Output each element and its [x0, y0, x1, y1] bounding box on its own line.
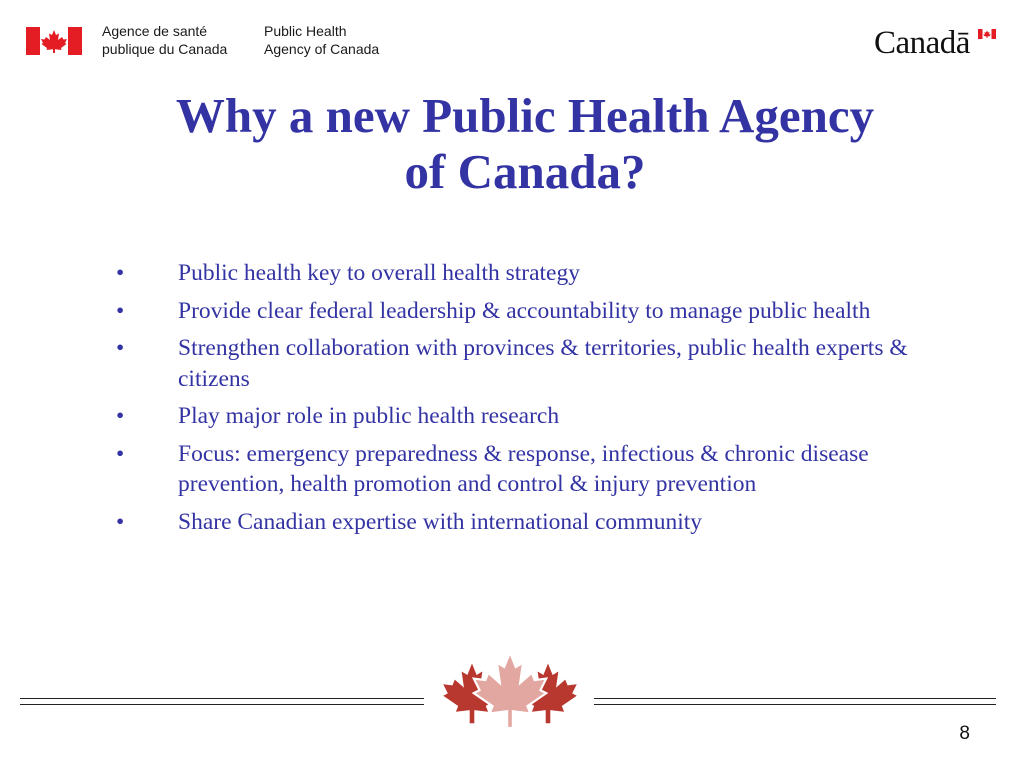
footer-rule-right-bottom: [594, 704, 996, 705]
agency-name-french: [102, 22, 227, 58]
maple-leaf-cluster-icon: [436, 656, 584, 742]
wordmark-text: Canadā: [874, 25, 970, 61]
bullet-text: Public health key to overall health strategy: [178, 260, 580, 286]
agency-fr-line1: Agence de santé: [102, 23, 208, 39]
bullet-item: [110, 258, 940, 289]
footer-rule-left-top: [20, 698, 424, 699]
canada-flag-icon: [26, 27, 82, 55]
agency-en-line1: Public Health: [264, 23, 347, 39]
bullet-marker: •: [116, 297, 125, 324]
bullet-text: Strengthen collaboration with provinces & territories, public health experts & citizens: [178, 335, 908, 392]
title-line1: Why a new Public Health Agency: [175, 88, 875, 143]
wordmark-flag-icon: [978, 29, 996, 39]
bullet-text: Focus: emergency preparedness & response, infectious & chronic disease prevention, health promotion and control & injury prevention: [178, 440, 869, 497]
bullet-marker: •: [116, 508, 125, 535]
bullet-marker: •: [116, 335, 125, 361]
page-number: 8: [959, 723, 970, 744]
bullet-item: [110, 507, 940, 538]
bullet-item: [110, 333, 940, 394]
bullet-item: [110, 401, 940, 432]
slide-title: [60, 88, 990, 200]
bullet-text: Play major role in public health research: [178, 403, 560, 429]
bullet-item: [110, 439, 940, 500]
bullet-marker: •: [116, 403, 125, 429]
bullet-text: Share Canadian expertise with international community: [178, 508, 703, 535]
agency-fr-line2: publique du Canada: [102, 41, 228, 57]
canada-wordmark: [874, 25, 999, 61]
footer-rule-right-top: [594, 698, 996, 699]
bullet-item: [110, 296, 940, 327]
title-line2: of Canada?: [404, 144, 646, 199]
agency-name-english: [264, 22, 379, 58]
bullet-list: [110, 258, 940, 544]
footer-rule-left-bottom: [20, 704, 424, 705]
agency-en-line2: Agency of Canada: [264, 41, 380, 57]
bullet-marker: •: [116, 260, 125, 286]
bullet-marker: •: [116, 440, 125, 467]
bullet-text: Provide clear federal leadership & accountability to manage public health: [178, 297, 871, 324]
